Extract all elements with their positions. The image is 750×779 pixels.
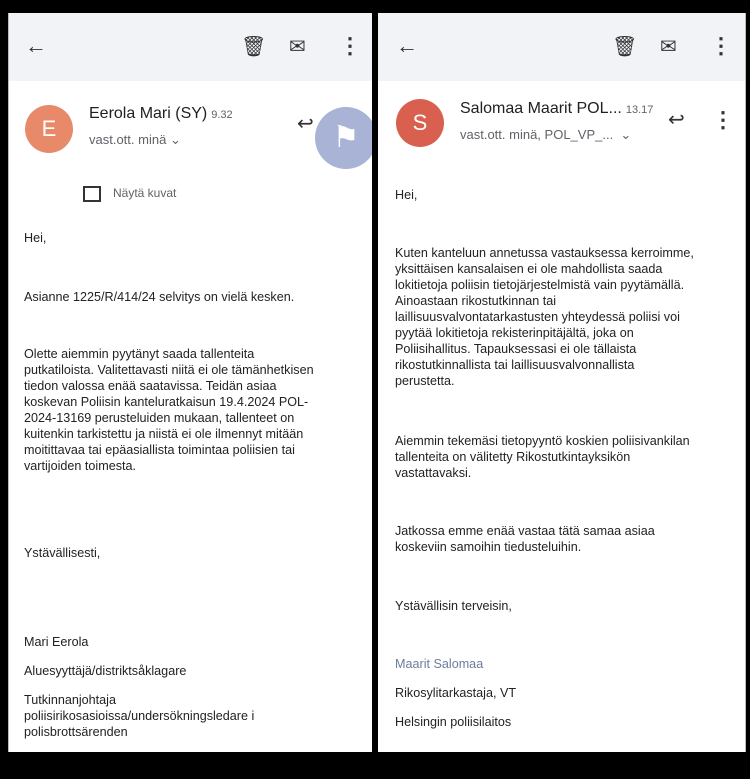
body-paragraph: Asianne 1225/R/414/24 selvitys on vielä kesken. bbox=[24, 290, 295, 304]
signature-title: Rikosylitarkastaja, VT bbox=[395, 686, 517, 700]
time: 9.32 bbox=[211, 109, 233, 121]
body-paragraph: Olette aiemmin pyytänyt saada tallenteita putkatiloista. Valitettavasti niitä ei ole tämänhetkisen tiedon valossa enää saatavissa. Teidän asiaa koskevan Poliisin kanteluratkaisun 19.4.2024 POL- 2024-13169 perusteluiden mukaan, tallenteet on kuitenkin tarkistettu ja niistä ei ole ilmennyt mitään moitittavaa tai epäasiallista toimintaa poliisien tai vartijoiden toimesta. bbox=[24, 347, 314, 473]
signature-role: Tutkinnanjohtaja poliisirikosasioissa/undersökningsledare i polisbrottsärenden bbox=[24, 693, 255, 739]
greeting: Hei, bbox=[395, 188, 418, 202]
image-icon bbox=[83, 186, 101, 202]
avatar: E bbox=[25, 105, 73, 153]
toolbar bbox=[9, 13, 372, 81]
closing: Ystävällisin terveisin, bbox=[395, 599, 512, 613]
sender-label: Salomaa Maarit POL... bbox=[460, 100, 622, 117]
back-arrow-icon[interactable]: ← bbox=[25, 33, 47, 58]
signature-name: Mari Eerola bbox=[24, 635, 89, 649]
more-options-icon[interactable]: ⋮ bbox=[712, 107, 734, 132]
reply-icon[interactable]: ↩ bbox=[668, 109, 685, 131]
chevron-down-icon: ⌄ bbox=[620, 127, 632, 142]
signature-org: Helsingin poliisilaitos bbox=[395, 715, 512, 729]
reply-icon[interactable]: ↩ bbox=[297, 113, 314, 135]
signature-title: Aluesyyttäjä/distriktsåklagare bbox=[24, 664, 187, 678]
delete-icon[interactable]: 🗑 bbox=[612, 36, 638, 58]
show-images-label: Näytä kuvat bbox=[113, 186, 177, 201]
recipients-label: vast.ott. minä bbox=[89, 132, 167, 147]
left-email-pane bbox=[8, 13, 372, 752]
back-arrow-icon[interactable]: ← bbox=[396, 33, 418, 58]
right-email-pane bbox=[378, 13, 746, 752]
recipients[interactable] bbox=[460, 127, 631, 143]
sender-label: Eerola Mari (SY) bbox=[89, 105, 208, 122]
toolbar bbox=[378, 13, 745, 81]
more-options-icon[interactable]: ⋮ bbox=[710, 33, 732, 58]
sender-name bbox=[460, 100, 653, 118]
body-paragraph: Aiemmin tekemäsi tietopyyntö koskien poliisivankilan tallenteita on välitetty Rikostutkintayksikön vastattavaksi. bbox=[395, 434, 690, 480]
mark-unread-icon[interactable]: ✉ bbox=[660, 36, 677, 58]
time: 13.17 bbox=[625, 104, 654, 116]
delete-icon[interactable]: 🗑 bbox=[241, 36, 267, 58]
signature-name: Maarit Salomaa bbox=[395, 657, 484, 671]
show-images-button[interactable] bbox=[83, 186, 176, 202]
recipients-label: vast.ott. minä, POL_VP_... bbox=[460, 127, 614, 142]
sender-name bbox=[89, 105, 233, 123]
chevron-down-icon: ⌄ bbox=[169, 132, 181, 147]
greeting: Hei, bbox=[24, 231, 47, 245]
avatar: S bbox=[396, 99, 444, 147]
body-paragraph: Kuten kanteluun annetussa vastauksessa kerroimme, yksittäisen kansalaisen ei ole mahdollista saada lokitietoja poliisin tietojärjestelmistä vain pyytämällä. Ainoastaan rikostutkinnan tai laillisuusvalvontatarkastusten yhteydessä poliisi voi pyytää lokitietoja rekisterinpitäjältä, joka on Poliisihallitus. Tapauksessasi ei ole tällaista rikostutkinnallista tai laillisuusvalvonnallista perustetta. bbox=[395, 246, 694, 388]
closing: Ystävällisesti, bbox=[24, 546, 101, 560]
mark-unread-icon[interactable]: ✉ bbox=[289, 36, 306, 58]
recipients[interactable] bbox=[89, 132, 181, 148]
more-options-icon[interactable]: ⋮ bbox=[339, 33, 361, 58]
flag-icon[interactable]: ⚑ bbox=[315, 107, 372, 169]
body-paragraph: Jatkossa emme enää vastaa tätä samaa asiaa koskeviin samoihin tiedusteluihin. bbox=[395, 524, 655, 554]
